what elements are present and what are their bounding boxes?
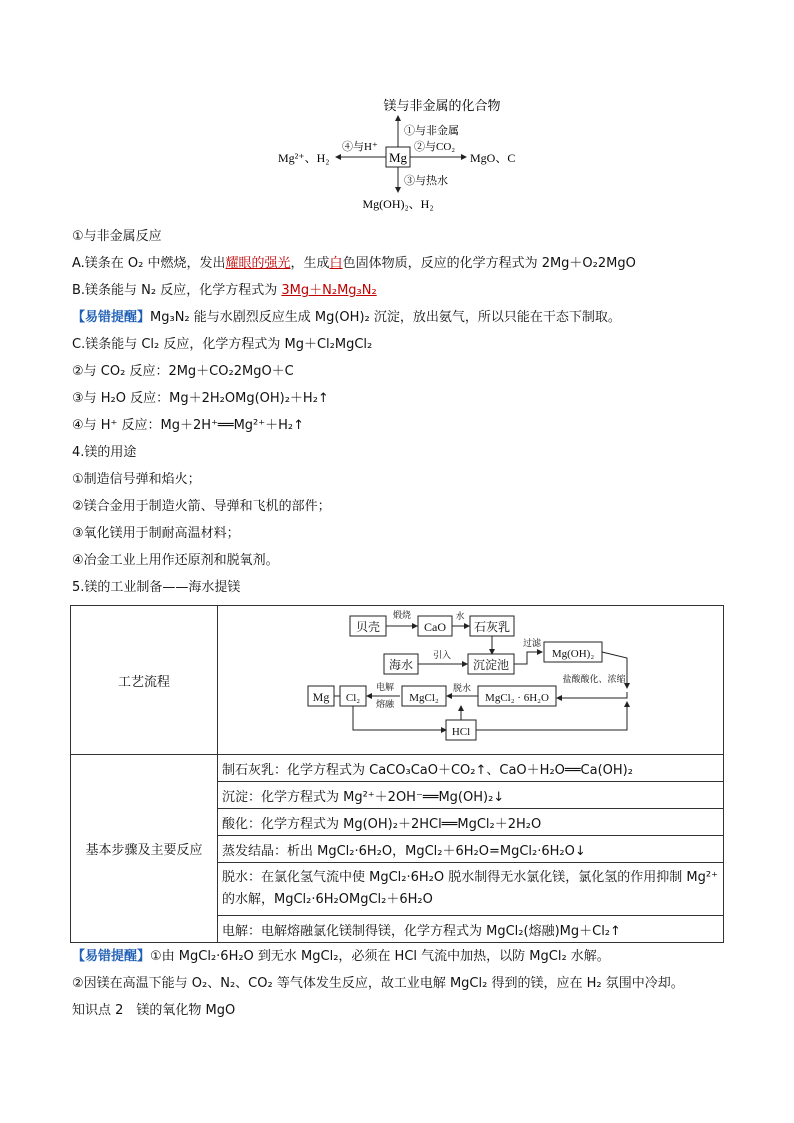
mgoh2-label: Mg(OH)₂ bbox=[551, 648, 595, 660]
line-cooling-note: ②因镁在高温下能与 O₂、N₂、CO₂ 等气体发生反应，故工业电解 MgCl₂ 得到的镁，应在 H₂ 氛围中冷却。 bbox=[72, 976, 684, 991]
line-warning-hcl bbox=[72, 949, 610, 965]
cao-label: CaO bbox=[424, 620, 446, 634]
cl2-to-hcl-arrow bbox=[353, 706, 446, 730]
line-mg-o2-a: A.镁条在 O₂ 中燃烧，发出 bbox=[72, 256, 226, 271]
line-mg-hplus: ④与 H⁺ 反应：Mg＋2H⁺══Mg²⁺＋H₂↑ bbox=[72, 418, 305, 433]
line-mg-o2 bbox=[72, 256, 636, 272]
diagram-down-product: Mg(OH)₂、H₂ bbox=[362, 197, 434, 211]
use-item-1: ①制造信号弹和焰火； bbox=[72, 472, 201, 487]
step-limemilk: 制石灰乳：化学方程式为 CaCO₃CaO＋CO₂↑、CaO＋H₂O══Ca(OH)₂ bbox=[218, 755, 724, 782]
step-crystallization: 蒸发结晶：析出 MgCl₂·6H₂O，MgCl₂＋6H₂O=MgCl₂·6H₂O↓ bbox=[218, 836, 724, 863]
filter-label: 过滤 bbox=[522, 638, 542, 648]
magnesium-reactions-diagram bbox=[270, 92, 530, 221]
line-nonmetal-reactions: ①与非金属反应 bbox=[72, 229, 162, 244]
cl2-label: Cl₂ bbox=[345, 692, 361, 704]
step-dehydration: 脱水：在氯化氢气流中使 MgCl₂·6H₂O 脱水制得无水氯化镁，氯化氢的作用抑制 Mg²⁺的水解，MgCl₂·6H₂OMgCl₂＋6H₂O bbox=[218, 863, 724, 916]
diagram-left-label: ④与H⁺ bbox=[342, 141, 378, 153]
to-hydrate-arrow bbox=[557, 692, 627, 698]
mgcl2-label: MgCl₂ bbox=[409, 692, 439, 704]
diagram-right-product: MgO、C bbox=[470, 151, 516, 165]
line-mg-o2-e: 色固体物质，反应的化学方程式为 2Mg＋O₂2MgO bbox=[342, 256, 636, 271]
section-uses-heading: 4.镁的用途 bbox=[72, 445, 137, 460]
diagram-down-label: ③与热水 bbox=[404, 175, 448, 187]
use-item-4: ④冶金工业上用作还原剂和脱氧剂。 bbox=[72, 553, 279, 568]
diagram-center: Mg bbox=[388, 150, 408, 165]
line-mg-n2 bbox=[72, 283, 377, 299]
use-item-2: ②镁合金用于制造火箭、导弹和飞机的部件； bbox=[72, 499, 331, 514]
limemilk-label: 石灰乳 bbox=[473, 620, 511, 634]
line-mg-h2o: ③与 H₂O 反应：Mg＋2H₂OMg(OH)₂＋H₂↑ bbox=[72, 391, 329, 406]
mg-n2-equation-answer: 3Mg＋N₂Mg₃N₂ bbox=[281, 283, 377, 298]
process-flow-chart bbox=[222, 606, 719, 750]
process-flow-label: 工艺流程 bbox=[71, 606, 218, 755]
white-answer: 白 bbox=[329, 256, 343, 271]
line-mg-o2-c: ，生成 bbox=[290, 256, 330, 271]
warning-mg3n2-text: Mg₃N₂ 能与水剧烈反应生成 Mg(OH)₂ 沉淀，放出氨气，所以只能在干态下制取。 bbox=[150, 310, 621, 325]
water-label: 水 bbox=[455, 611, 465, 621]
warning-tag-2: 【易错提醒】 bbox=[72, 949, 151, 964]
use-item-3: ③氧化镁用于制耐高温材料； bbox=[72, 526, 240, 541]
diagram-left-product: Mg²⁺、H₂ bbox=[278, 151, 330, 165]
strong-light-answer: 耀眼的强光 bbox=[225, 256, 291, 271]
mg-product-label: Mg bbox=[312, 690, 330, 704]
reaction-diagram-svg bbox=[270, 92, 530, 217]
step-acidification: 酸化：化学方程式为 Mg(OH)₂＋2HCl══MgCl₂＋2H₂O bbox=[218, 809, 724, 836]
hcl-label: HCl bbox=[451, 726, 471, 738]
process-flow-cell bbox=[218, 606, 724, 755]
steps-label: 基本步骤及主要反应 bbox=[71, 755, 218, 943]
dehydrate-label: 脱水 bbox=[452, 683, 472, 693]
diagram-up-label: ①与非金属 bbox=[404, 125, 459, 137]
step-electrolysis: 电解：电解熔融氯化镁制得镁，化学方程式为 MgCl₂(熔融)Mg＋Cl₂↑ bbox=[218, 916, 724, 943]
process-table bbox=[70, 605, 724, 943]
shell-label: 贝壳 bbox=[355, 620, 381, 634]
electrolysis-label-2: 熔融 bbox=[375, 699, 395, 709]
acidify-label: 盐酸酸化、浓缩 bbox=[562, 674, 626, 684]
filter-arrow bbox=[514, 652, 542, 664]
electrolysis-label-1: 电解 bbox=[375, 682, 395, 692]
line-mg-cl2: C.镁条能与 Cl₂ 反应，化学方程式为 Mg＋Cl₂MgCl₂ bbox=[72, 337, 373, 352]
section-industrial-heading: 5.镁的工业制备——海水提镁 bbox=[72, 580, 241, 595]
step-precipitation: 沉淀：化学方程式为 Mg²⁺＋2OH⁻══Mg(OH)₂↓ bbox=[218, 782, 724, 809]
line-mg-co2: ②与 CO₂ 反应：2Mg＋CO₂2MgO＋C bbox=[72, 364, 294, 379]
knowledge-point-2-heading: 知识点 2 镁的氧化物 MgO bbox=[72, 1003, 236, 1018]
calcine-label: 煅烧 bbox=[392, 610, 412, 620]
diagram-right-label: ②与CO₂ bbox=[414, 141, 456, 153]
warning-tag: 【易错提醒】 bbox=[72, 310, 151, 325]
line-warning-mg3n2 bbox=[72, 310, 621, 326]
seawater-label: 海水 bbox=[388, 658, 414, 672]
mgcl2-hydrate-label: MgCl₂ · 6H₂O bbox=[485, 692, 549, 704]
diagram-title: 镁与非金属的化合物 bbox=[383, 98, 501, 113]
introduce-label: 引入 bbox=[432, 650, 452, 660]
warning-hcl-text: ①由 MgCl₂·6H₂O 到无水 MgCl₂，必须在 HCl 气流中加热，以防 MgCl₂ 水解。 bbox=[150, 949, 610, 964]
line-mg-n2-a: B.镁条能与 N₂ 反应，化学方程式为 bbox=[72, 283, 282, 298]
tank-label: 沉淀池 bbox=[472, 658, 510, 672]
